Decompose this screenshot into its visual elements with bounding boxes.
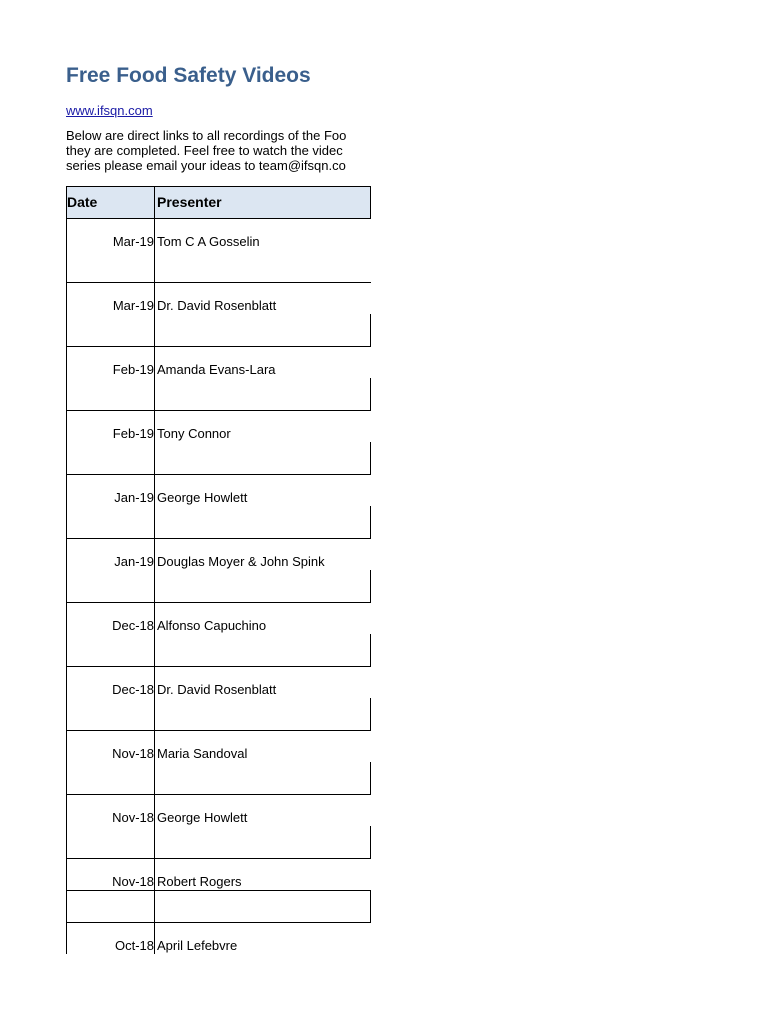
row-subdivider [66,890,371,891]
row-presenter: George Howlett [157,490,248,505]
row-date: Nov-18 [112,874,154,889]
row-divider [66,794,371,795]
row-presenter: Dr. David Rosenblatt [157,682,277,697]
intro-line: series please email your ideas to team@ifsqn.co [66,158,346,173]
row-date: Feb-19 [112,362,154,377]
row-divider [66,666,371,667]
row-presenter: April Lefebvre [157,938,238,953]
row-presenter: Dr. David Rosenblatt [157,298,277,313]
row-divider [66,858,371,859]
row-date: Mar-19 [112,298,154,313]
row-right-edge [370,826,371,858]
column-header-presenter: Presenter [157,194,222,210]
row-right-edge [370,442,371,474]
row-date: Feb-19 [112,426,154,441]
page-title: Free Food Safety Videos [66,64,311,87]
row-divider [66,538,371,539]
row-presenter: Robert Rogers [157,874,242,889]
row-right-edge [370,506,371,538]
row-date: Jan-19 [114,554,154,569]
row-right-edge [370,762,371,794]
table-border-top [66,186,371,187]
row-divider [66,602,371,603]
row-right-edge [370,634,371,666]
row-date: Nov-18 [112,746,154,761]
row-presenter: George Howlett [157,810,248,825]
row-date: Jan-19 [114,490,154,505]
row-presenter: Alfonso Capuchino [157,618,267,633]
intro-line: Below are direct links to all recordings of the Foo [66,128,347,143]
row-presenter: Maria Sandoval [157,746,248,761]
row-right-edge [370,378,371,410]
row-date: Oct-18 [114,938,154,953]
website-link[interactable]: www.ifsqn.com [66,103,153,118]
row-right-edge [370,890,371,922]
header-divider [66,218,371,219]
row-presenter: Amanda Evans-Lara [157,362,276,377]
row-right-edge [370,314,371,346]
row-date: Nov-18 [112,810,154,825]
table-border-right [370,186,371,218]
row-divider [66,346,371,347]
intro-line: they are completed. Feel free to watch the videc [66,143,343,158]
row-date: Dec-18 [112,682,154,697]
row-divider [66,922,371,923]
row-date: Dec-18 [112,618,154,633]
row-divider [66,474,371,475]
row-divider [66,410,371,411]
row-presenter: Douglas Moyer & John Spink [157,554,325,569]
row-right-edge [370,570,371,602]
table-column-divider [154,186,155,954]
row-divider [66,282,371,283]
row-date: Mar-19 [112,234,154,249]
row-presenter: Tom C A Gosselin [157,234,260,249]
row-presenter: Tony Connor [157,426,231,441]
column-header-date: Date [67,194,98,210]
row-divider [66,730,371,731]
row-right-edge [370,698,371,730]
